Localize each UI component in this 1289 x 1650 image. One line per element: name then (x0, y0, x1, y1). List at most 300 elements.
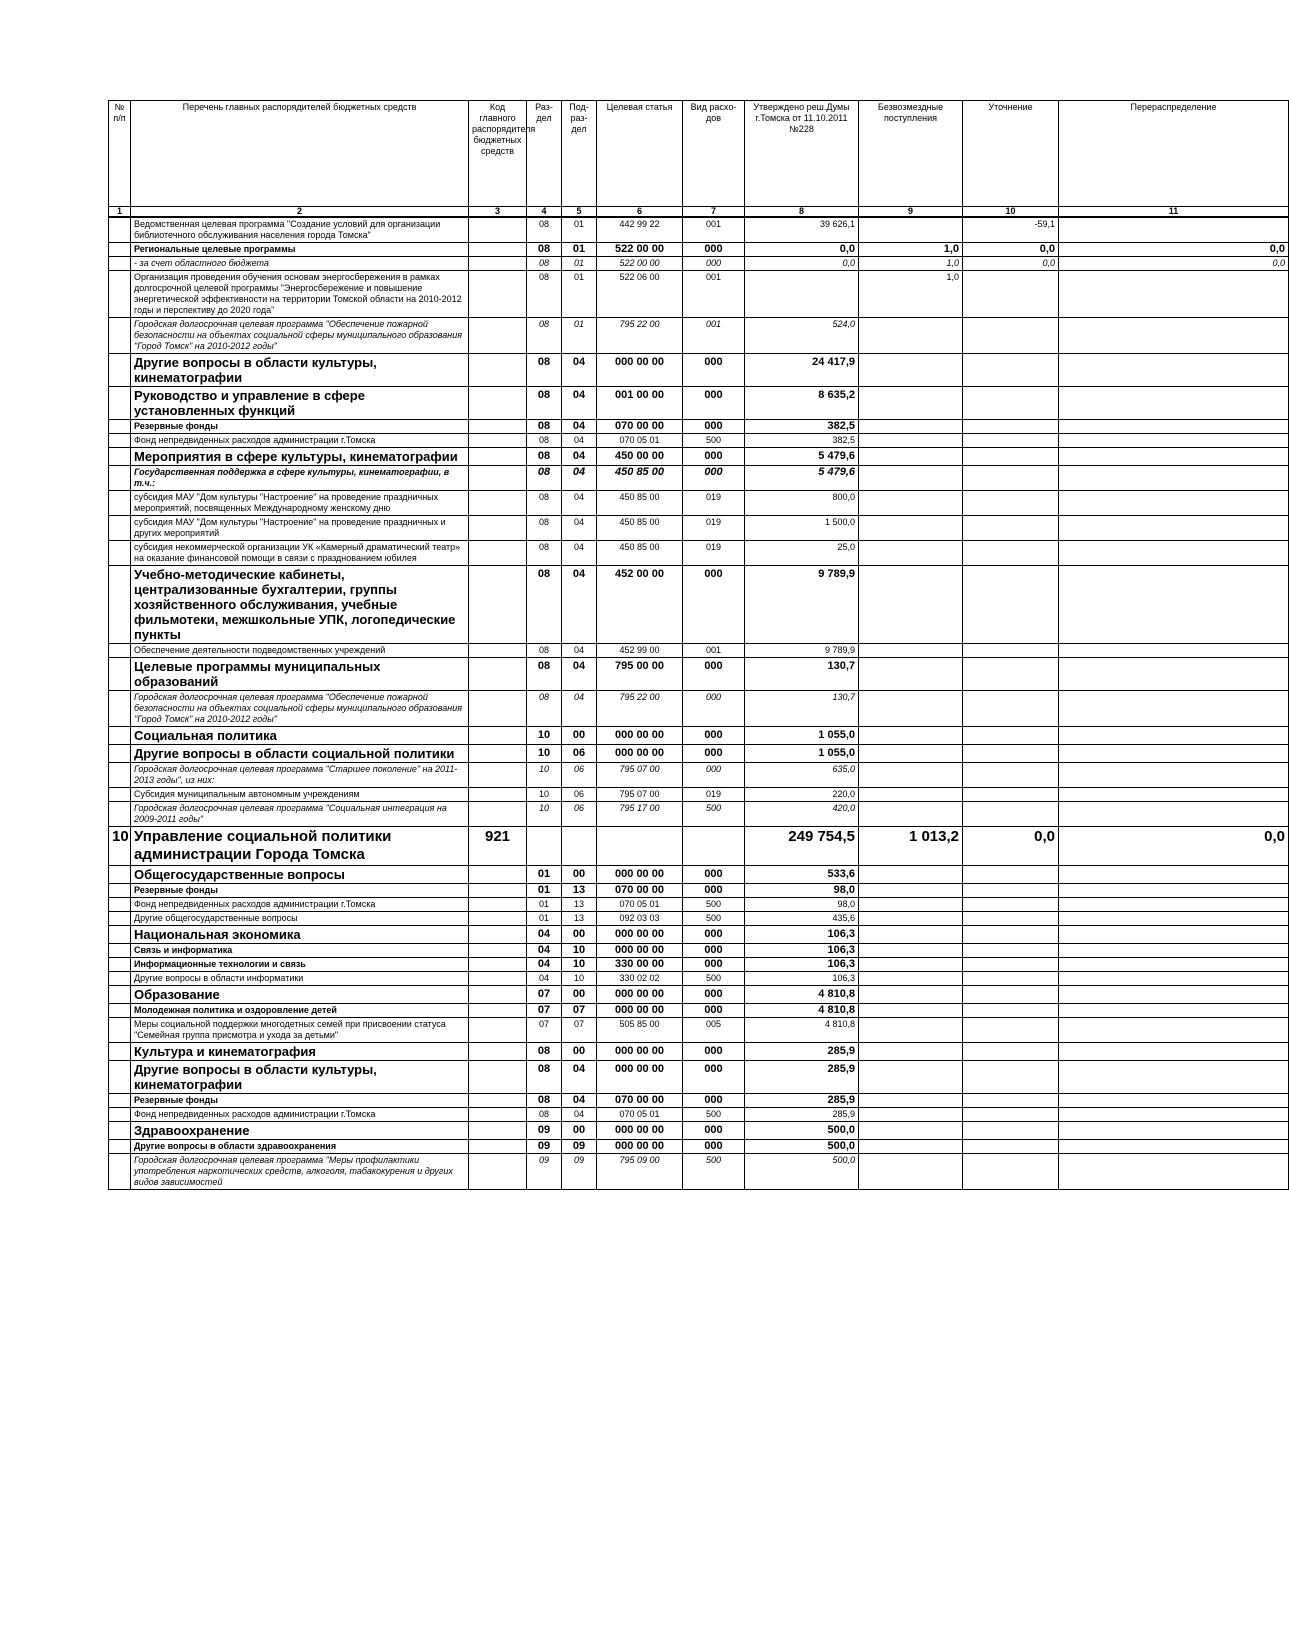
row-name: Общегосударственные вопросы (131, 866, 469, 884)
row-number (109, 745, 131, 763)
row-kind: 500 (683, 1108, 745, 1122)
row-section: 08 (527, 448, 562, 466)
row-subsection: 00 (562, 986, 597, 1004)
row-section (527, 827, 562, 866)
row-redistribution (1059, 566, 1289, 644)
row-redistribution (1059, 763, 1289, 788)
row-article: 000 00 00 (597, 1043, 683, 1061)
row-number (109, 802, 131, 827)
row-section: 08 (527, 243, 562, 257)
row-number (109, 926, 131, 944)
row-approved: 130,7 (745, 658, 859, 691)
row-subsection: 04 (562, 1094, 597, 1108)
row-name: Резервные фонды (131, 1094, 469, 1108)
row-approved: 533,6 (745, 866, 859, 884)
row-adjustment (963, 802, 1059, 827)
row-code (469, 1018, 527, 1043)
row-kind: 000 (683, 763, 745, 788)
table-row (109, 958, 1289, 972)
row-redistribution (1059, 1108, 1289, 1122)
row-approved: 9 789,9 (745, 644, 859, 658)
row-free-receipts (859, 448, 963, 466)
row-number (109, 763, 131, 788)
row-redistribution (1059, 434, 1289, 448)
row-article: 000 00 00 (597, 1140, 683, 1154)
row-subsection: 00 (562, 727, 597, 745)
row-approved: 8 635,2 (745, 387, 859, 420)
row-adjustment (963, 1122, 1059, 1140)
row-subsection: 10 (562, 972, 597, 986)
row-adjustment (963, 958, 1059, 972)
row-number (109, 898, 131, 912)
row-section: 01 (527, 898, 562, 912)
row-kind: 500 (683, 898, 745, 912)
row-free-receipts (859, 958, 963, 972)
row-free-receipts: 1,0 (859, 257, 963, 271)
row-redistribution (1059, 1122, 1289, 1140)
row-approved: 130,7 (745, 691, 859, 727)
row-name: Культура и кинематография (131, 1043, 469, 1061)
table-row (109, 658, 1289, 691)
row-kind: 019 (683, 788, 745, 802)
table-row (109, 271, 1289, 318)
header-adjustment: Уточнение (963, 101, 1059, 207)
row-subsection: 10 (562, 944, 597, 958)
row-code (469, 257, 527, 271)
header-name: Перечень главных распорядителей бюджетных средств (131, 101, 469, 207)
row-number (109, 1061, 131, 1094)
row-redistribution (1059, 448, 1289, 466)
row-code (469, 788, 527, 802)
row-article: 070 00 00 (597, 884, 683, 898)
row-free-receipts (859, 884, 963, 898)
row-adjustment (963, 566, 1059, 644)
row-adjustment (963, 1108, 1059, 1122)
table-row (109, 912, 1289, 926)
row-subsection: 04 (562, 420, 597, 434)
row-approved: 285,9 (745, 1043, 859, 1061)
row-name: Организация проведения обучения основам энергосбережения в рамках долгосрочной целевой программы "Энергосбережение и повышение энергетической эффективности на территории Томской области на 2010-2012 годы и перспективу до 2020 года" (131, 271, 469, 318)
row-section: 08 (527, 434, 562, 448)
row-section: 08 (527, 271, 562, 318)
row-approved: 24 417,9 (745, 354, 859, 387)
row-article: 795 17 00 (597, 802, 683, 827)
row-kind: 019 (683, 491, 745, 516)
row-kind: 000 (683, 658, 745, 691)
row-name: субсидия МАУ "Дом культуры "Настроение" на проведение праздничных мероприятий, посвященных Международному женскому дню (131, 491, 469, 516)
row-subsection: 04 (562, 644, 597, 658)
row-adjustment (963, 972, 1059, 986)
row-redistribution (1059, 1061, 1289, 1094)
row-code (469, 1140, 527, 1154)
row-number (109, 691, 131, 727)
row-adjustment (963, 271, 1059, 318)
row-code (469, 318, 527, 354)
row-subsection: 01 (562, 257, 597, 271)
row-article: 070 00 00 (597, 420, 683, 434)
row-subsection: 09 (562, 1154, 597, 1190)
row-kind: 000 (683, 257, 745, 271)
row-subsection (562, 827, 597, 866)
row-kind: 000 (683, 1140, 745, 1154)
row-name: Государственная поддержка в сфере культуры, кинематографии, в т.ч.: (131, 466, 469, 491)
row-number (109, 217, 131, 243)
row-kind: 005 (683, 1018, 745, 1043)
row-approved: 4 810,8 (745, 1018, 859, 1043)
row-free-receipts: 1 013,2 (859, 827, 963, 866)
row-adjustment (963, 541, 1059, 566)
row-section: 08 (527, 420, 562, 434)
row-article: 000 00 00 (597, 866, 683, 884)
row-name: Фонд непредвиденных расходов администрации г.Томска (131, 1108, 469, 1122)
row-redistribution (1059, 972, 1289, 986)
row-redistribution (1059, 727, 1289, 745)
table-row (109, 1140, 1289, 1154)
row-redistribution (1059, 318, 1289, 354)
col-number: 7 (683, 207, 745, 218)
row-subsection: 01 (562, 271, 597, 318)
row-approved: 98,0 (745, 898, 859, 912)
row-number (109, 243, 131, 257)
row-kind: 000 (683, 1094, 745, 1108)
row-article: 452 00 00 (597, 566, 683, 644)
row-kind: 001 (683, 271, 745, 318)
row-number: 10 (109, 827, 131, 866)
row-number (109, 958, 131, 972)
row-name: Городская долгосрочная целевая программа "Обеспечение пожарной безопасности на объектах социальной сферы муниципального образования "Город Томск" на 2010-2012 годы" (131, 318, 469, 354)
row-approved: 435,6 (745, 912, 859, 926)
row-kind: 000 (683, 448, 745, 466)
row-approved: 106,3 (745, 958, 859, 972)
row-redistribution (1059, 691, 1289, 727)
row-number (109, 1043, 131, 1061)
row-number (109, 1140, 131, 1154)
row-subsection: 04 (562, 491, 597, 516)
row-section: 09 (527, 1154, 562, 1190)
row-number (109, 1122, 131, 1140)
row-code (469, 217, 527, 243)
row-section: 08 (527, 691, 562, 727)
row-kind: 001 (683, 644, 745, 658)
row-redistribution (1059, 1043, 1289, 1061)
row-name: субсидия МАУ "Дом культуры "Настроение" на проведение праздничных и других мероприятий (131, 516, 469, 541)
row-number (109, 257, 131, 271)
row-redistribution (1059, 898, 1289, 912)
row-number (109, 354, 131, 387)
row-free-receipts (859, 354, 963, 387)
row-code (469, 1004, 527, 1018)
row-name: Молодежная политика и оздоровление детей (131, 1004, 469, 1018)
table-row (109, 1154, 1289, 1190)
row-name: Городская долгосрочная целевая программа "Меры профилактики употребления наркотических средств, алкоголя, табакокурения и других видов зависимостей (131, 1154, 469, 1190)
row-number (109, 448, 131, 466)
row-adjustment (963, 1043, 1059, 1061)
row-name: Ведомственная целевая программа "Создание условий для организации библиотечного обслуживания населения города Томска" (131, 217, 469, 243)
row-approved: 220,0 (745, 788, 859, 802)
row-approved: 524,0 (745, 318, 859, 354)
row-article: 522 06 00 (597, 271, 683, 318)
row-subsection: 00 (562, 1122, 597, 1140)
row-approved: 106,3 (745, 972, 859, 986)
row-number (109, 866, 131, 884)
row-free-receipts (859, 516, 963, 541)
row-free-receipts (859, 1122, 963, 1140)
table-row (109, 691, 1289, 727)
row-kind: 500 (683, 802, 745, 827)
row-free-receipts (859, 1061, 963, 1094)
row-free-receipts (859, 644, 963, 658)
row-code (469, 491, 527, 516)
row-adjustment (963, 1004, 1059, 1018)
row-name: Другие вопросы в области здравоохранения (131, 1140, 469, 1154)
row-subsection: 01 (562, 243, 597, 257)
row-article: 330 02 02 (597, 972, 683, 986)
row-section: 10 (527, 763, 562, 788)
row-approved: 382,5 (745, 420, 859, 434)
row-subsection: 00 (562, 866, 597, 884)
row-redistribution (1059, 1140, 1289, 1154)
col-number: 9 (859, 207, 963, 218)
row-adjustment (963, 420, 1059, 434)
row-article: 795 09 00 (597, 1154, 683, 1190)
row-section: 08 (527, 1061, 562, 1094)
budget-table-sheet (108, 100, 1285, 1650)
row-free-receipts (859, 217, 963, 243)
col-number: 10 (963, 207, 1059, 218)
table-row (109, 926, 1289, 944)
row-section: 08 (527, 217, 562, 243)
row-redistribution (1059, 802, 1289, 827)
row-free-receipts (859, 658, 963, 691)
row-redistribution (1059, 271, 1289, 318)
row-redistribution (1059, 884, 1289, 898)
row-approved: 39 626,1 (745, 217, 859, 243)
row-article: 000 00 00 (597, 727, 683, 745)
row-approved: 249 754,5 (745, 827, 859, 866)
row-name: Образование (131, 986, 469, 1004)
row-free-receipts (859, 1018, 963, 1043)
row-name: Фонд непредвиденных расходов администрации г.Томска (131, 434, 469, 448)
row-name: Учебно-методические кабинеты, централизованные бухгалтерии, группы хозяйственного обслуживания, учебные фильмотеки, межшкольные УПК, логопедические пункты (131, 566, 469, 644)
row-approved: 5 479,6 (745, 448, 859, 466)
row-section: 08 (527, 318, 562, 354)
row-subsection: 04 (562, 691, 597, 727)
row-section: 08 (527, 644, 562, 658)
row-redistribution (1059, 926, 1289, 944)
row-free-receipts (859, 691, 963, 727)
row-approved: 4 810,8 (745, 1004, 859, 1018)
table-row (109, 884, 1289, 898)
row-redistribution (1059, 1154, 1289, 1190)
row-article: 000 00 00 (597, 944, 683, 958)
header-row (109, 101, 1289, 207)
row-redistribution (1059, 420, 1289, 434)
row-article: 450 00 00 (597, 448, 683, 466)
row-adjustment (963, 986, 1059, 1004)
row-name: Руководство и управление в сфере установленных функций (131, 387, 469, 420)
row-article: 522 00 00 (597, 243, 683, 257)
row-article: 000 00 00 (597, 354, 683, 387)
row-article: 505 85 00 (597, 1018, 683, 1043)
table-row (109, 1094, 1289, 1108)
header-redistribution: Перераспределение (1059, 101, 1289, 207)
table-row (109, 827, 1289, 866)
row-name: Другие вопросы в области информатики (131, 972, 469, 986)
row-adjustment (963, 884, 1059, 898)
row-kind: 500 (683, 434, 745, 448)
row-redistribution (1059, 958, 1289, 972)
row-subsection: 04 (562, 434, 597, 448)
table-row (109, 387, 1289, 420)
row-subsection: 04 (562, 387, 597, 420)
row-name: Меры социальной поддержки многодетных семей при присвоении статуса "Семейная группа присмотра и ухода за детьми" (131, 1018, 469, 1043)
row-redistribution (1059, 644, 1289, 658)
row-name: Связь и информатика (131, 944, 469, 958)
row-name: Фонд непредвиденных расходов администрации г.Томска (131, 898, 469, 912)
row-adjustment: -59,1 (963, 217, 1059, 243)
row-section: 07 (527, 986, 562, 1004)
row-section: 01 (527, 884, 562, 898)
row-subsection: 10 (562, 958, 597, 972)
row-name: Другие вопросы в области культуры, кинематографии (131, 354, 469, 387)
row-name: Информационные технологии и связь (131, 958, 469, 972)
row-adjustment (963, 491, 1059, 516)
row-number (109, 491, 131, 516)
row-subsection: 09 (562, 1140, 597, 1154)
row-number (109, 1004, 131, 1018)
row-adjustment (963, 1018, 1059, 1043)
header-article: Целевая статья (597, 101, 683, 207)
row-redistribution (1059, 516, 1289, 541)
row-name: Городская долгосрочная целевая программа "Старшее поколение" на 2011-2013 годы", из них: (131, 763, 469, 788)
row-kind: 019 (683, 541, 745, 566)
row-kind: 000 (683, 1122, 745, 1140)
row-code (469, 958, 527, 972)
row-redistribution: 0,0 (1059, 257, 1289, 271)
row-subsection: 01 (562, 318, 597, 354)
row-name: Обеспечение деятельности подведомственных учреждений (131, 644, 469, 658)
row-adjustment (963, 763, 1059, 788)
row-free-receipts (859, 986, 963, 1004)
row-redistribution (1059, 1094, 1289, 1108)
col-number: 3 (469, 207, 527, 218)
row-section: 10 (527, 802, 562, 827)
row-subsection: 13 (562, 884, 597, 898)
row-subsection: 04 (562, 1108, 597, 1122)
row-code (469, 1108, 527, 1122)
table-row (109, 420, 1289, 434)
row-article: 442 99 22 (597, 217, 683, 243)
row-section: 01 (527, 912, 562, 926)
row-article: 070 05 01 (597, 1108, 683, 1122)
row-kind: 000 (683, 944, 745, 958)
row-kind: 000 (683, 926, 745, 944)
row-subsection: 13 (562, 898, 597, 912)
row-adjustment: 0,0 (963, 243, 1059, 257)
row-article: 070 05 01 (597, 434, 683, 448)
row-kind: 000 (683, 884, 745, 898)
row-section: 10 (527, 727, 562, 745)
row-redistribution (1059, 986, 1289, 1004)
row-number (109, 387, 131, 420)
row-number (109, 466, 131, 491)
row-article (597, 827, 683, 866)
row-adjustment (963, 516, 1059, 541)
table-row (109, 354, 1289, 387)
row-kind: 000 (683, 1061, 745, 1094)
row-redistribution (1059, 912, 1289, 926)
row-number (109, 986, 131, 1004)
row-subsection: 06 (562, 763, 597, 788)
row-free-receipts (859, 866, 963, 884)
row-subsection: 04 (562, 541, 597, 566)
row-kind (683, 827, 745, 866)
row-subsection: 00 (562, 1043, 597, 1061)
row-adjustment (963, 1061, 1059, 1094)
row-code (469, 884, 527, 898)
row-article: 522 00 00 (597, 257, 683, 271)
row-subsection: 07 (562, 1018, 597, 1043)
table-row (109, 257, 1289, 271)
row-name: Целевые программы муниципальных образований (131, 658, 469, 691)
row-number (109, 1108, 131, 1122)
row-adjustment: 0,0 (963, 827, 1059, 866)
row-name: Другие общегосударственные вопросы (131, 912, 469, 926)
row-name: Резервные фонды (131, 420, 469, 434)
row-adjustment (963, 727, 1059, 745)
row-number (109, 566, 131, 644)
row-free-receipts (859, 926, 963, 944)
row-article: 070 00 00 (597, 1094, 683, 1108)
row-kind: 500 (683, 912, 745, 926)
row-free-receipts (859, 788, 963, 802)
row-kind: 000 (683, 466, 745, 491)
row-subsection: 13 (562, 912, 597, 926)
col-number: 11 (1059, 207, 1289, 218)
col-number: 1 (109, 207, 131, 218)
row-article: 000 00 00 (597, 745, 683, 763)
row-kind: 000 (683, 691, 745, 727)
row-section: 08 (527, 566, 562, 644)
row-code (469, 466, 527, 491)
row-redistribution: 0,0 (1059, 827, 1289, 866)
column-number-row (109, 207, 1289, 218)
row-free-receipts (859, 727, 963, 745)
row-number (109, 541, 131, 566)
row-number (109, 658, 131, 691)
table-body (109, 217, 1289, 1190)
row-kind: 001 (683, 318, 745, 354)
row-approved: 106,3 (745, 944, 859, 958)
row-free-receipts: 1,0 (859, 243, 963, 257)
row-free-receipts (859, 1094, 963, 1108)
row-adjustment (963, 691, 1059, 727)
row-section: 04 (527, 958, 562, 972)
row-code (469, 944, 527, 958)
row-name: Мероприятия в сфере культуры, кинематографии (131, 448, 469, 466)
row-approved: 9 789,9 (745, 566, 859, 644)
row-approved: 285,9 (745, 1094, 859, 1108)
row-approved (745, 271, 859, 318)
row-section: 08 (527, 1108, 562, 1122)
row-redistribution (1059, 491, 1289, 516)
row-section: 07 (527, 1004, 562, 1018)
row-code (469, 644, 527, 658)
row-free-receipts (859, 1154, 963, 1190)
row-code (469, 745, 527, 763)
table-row (109, 466, 1289, 491)
row-adjustment (963, 912, 1059, 926)
